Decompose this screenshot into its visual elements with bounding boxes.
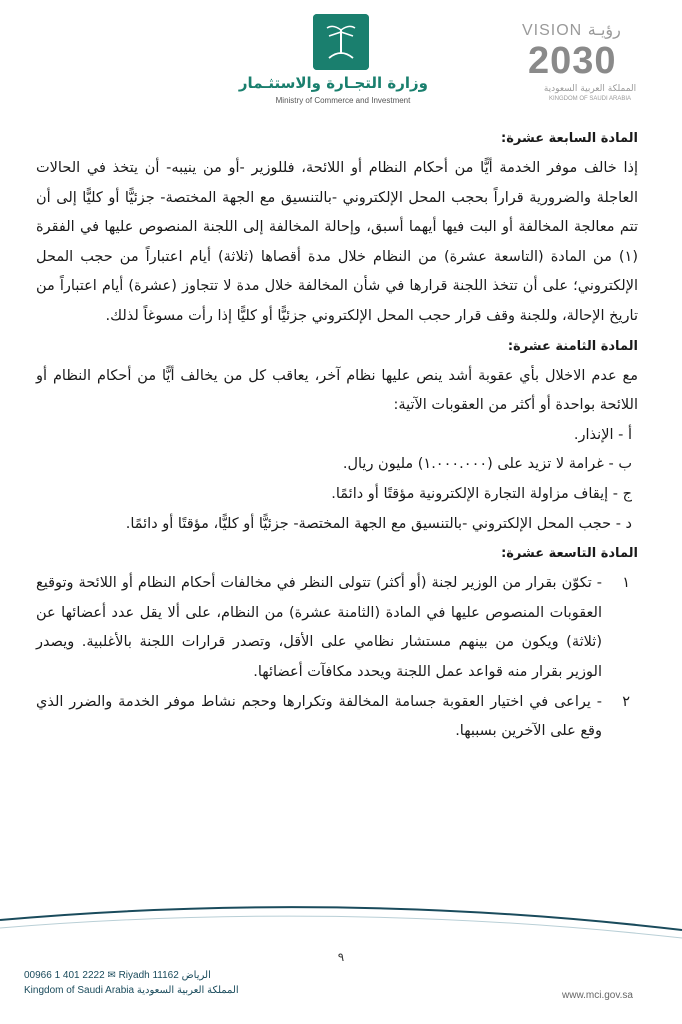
document-body: [36, 124, 638, 747]
footer-kingdom: Kingdom of Saudi Arabia المملكة العربية السعودية: [24, 985, 239, 996]
penalty-item: أ - الإنذار.: [573, 426, 632, 443]
clause-number: ٢: [622, 693, 630, 710]
ministry-name-arabic: وزارة التجـارة والاستثـمار: [238, 74, 428, 92]
article-17-text: إذا خالف موفر الخدمة أيًّا من أحكام النظام أو اللائحة، فللوزير -أو من ينيبه- أن يتخذ في الحالات العاجلة والضرورية قراراً بحجب المحل الإلكتروني -بالتنسيق مع الجهة المختصة- جزئيًّا أو كليًّا إلى أن تتم معالجة المخالفة أو البت فيها أيهما أسبق، وإحالة المخالفة إلى اللجنة المنصوص عليها في الفقرة (١) من المادة (التاسعة عشرة) من النظام خلال مدة أقصاها (ثلاثة) أيام اعتباراً من حجب المحل الإلكتروني؛ على أن تتخذ اللجنة قرارها في شأن المخالفة خلال مدة لا تتجاوز (عشرة) أيام اعتباراً من تاريخ الإحالة، وللجنة وقف قرار حجب المحل الإلكتروني جزئيًّا أو كليًّا إذا رأت مسوغاً لذلك.: [36, 160, 638, 324]
vision-kingdom-english: KINGDOM OF SAUDI ARABIA: [548, 96, 631, 102]
article-19-clause: [36, 688, 638, 747]
page-number: ٩: [337, 950, 345, 964]
vision-title: VISION رؤيـة: [522, 22, 621, 39]
vision-kingdom-arabic: المملكة العربية السعودية: [543, 84, 637, 94]
penalty-item: د - حجب المحل الإلكتروني -بالتنسيق مع الجهة المختصة- جزئيًّا أو كليًّا، مؤقتًا أو دائمًا.: [125, 515, 632, 532]
vision-2030-logo: [522, 16, 662, 106]
footer-contact: 00966 1 401 2222 ✉ Riyadh 11162 الرياض: [24, 970, 211, 981]
clause-text: - تكوّن بقرار من الوزير لجنة (أو أكثر) تتولى النظر في مخالفات أحكام النظام أو اللائحة وتوقيع العقوبات المنصوص عليها في المادة (الثامنة عشرة) من النظام، على ألا يقل عدد أعضائها عن (ثلاثة) ويكون من بينهم مستشار نظامي على الأقل، وتصدر قرارات اللجنة بالأغلبية. ويصدر الوزير بقرار منه قواعد عمل اللجنة ويحدد مكافآت أعضائها.: [36, 575, 602, 680]
footer-address: [24, 970, 284, 996]
penalty-item: ج - إيقاف مزاولة التجارة الإلكترونية مؤقتًا أو دائمًا.: [331, 485, 632, 502]
vision-year: 2030: [528, 40, 617, 82]
ministry-name-english: Ministry of Commerce and Investment: [275, 96, 411, 105]
penalty-item: ب - غرامة لا تزيد على (١.٠٠٠.٠٠٠) مليون ريال.: [342, 456, 632, 473]
article-19-heading: المادة التاسعة عشرة:: [501, 546, 638, 562]
ministry-logo: [238, 14, 428, 112]
palm-swords-emblem-icon: [313, 14, 369, 70]
article-18-intro: مع عدم الاخلال بأي عقوبة أشد ينص عليها نظام آخر، يعاقب كل من يخالف أيًّا من أحكام النظام أو اللائحة بواحدة أو أكثر من العقوبات الآتية:: [36, 367, 638, 414]
page-header: [0, 0, 682, 120]
clause-number: ١: [622, 575, 630, 592]
website-link[interactable]: www.mci.gov.sa: [562, 990, 633, 1001]
article-18-heading: المادة الثامنة عشرة:: [507, 338, 638, 354]
clause-text: - يراعى في اختيار العقوبة جسامة المخالفة وتكرارها وحجم نشاط موفر الخدمة والضرر الذي وقع على الآخرين بسببها.: [36, 693, 602, 740]
article-19-clause: [36, 569, 638, 687]
article-17-heading: المادة السابعة عشرة:: [501, 131, 638, 146]
